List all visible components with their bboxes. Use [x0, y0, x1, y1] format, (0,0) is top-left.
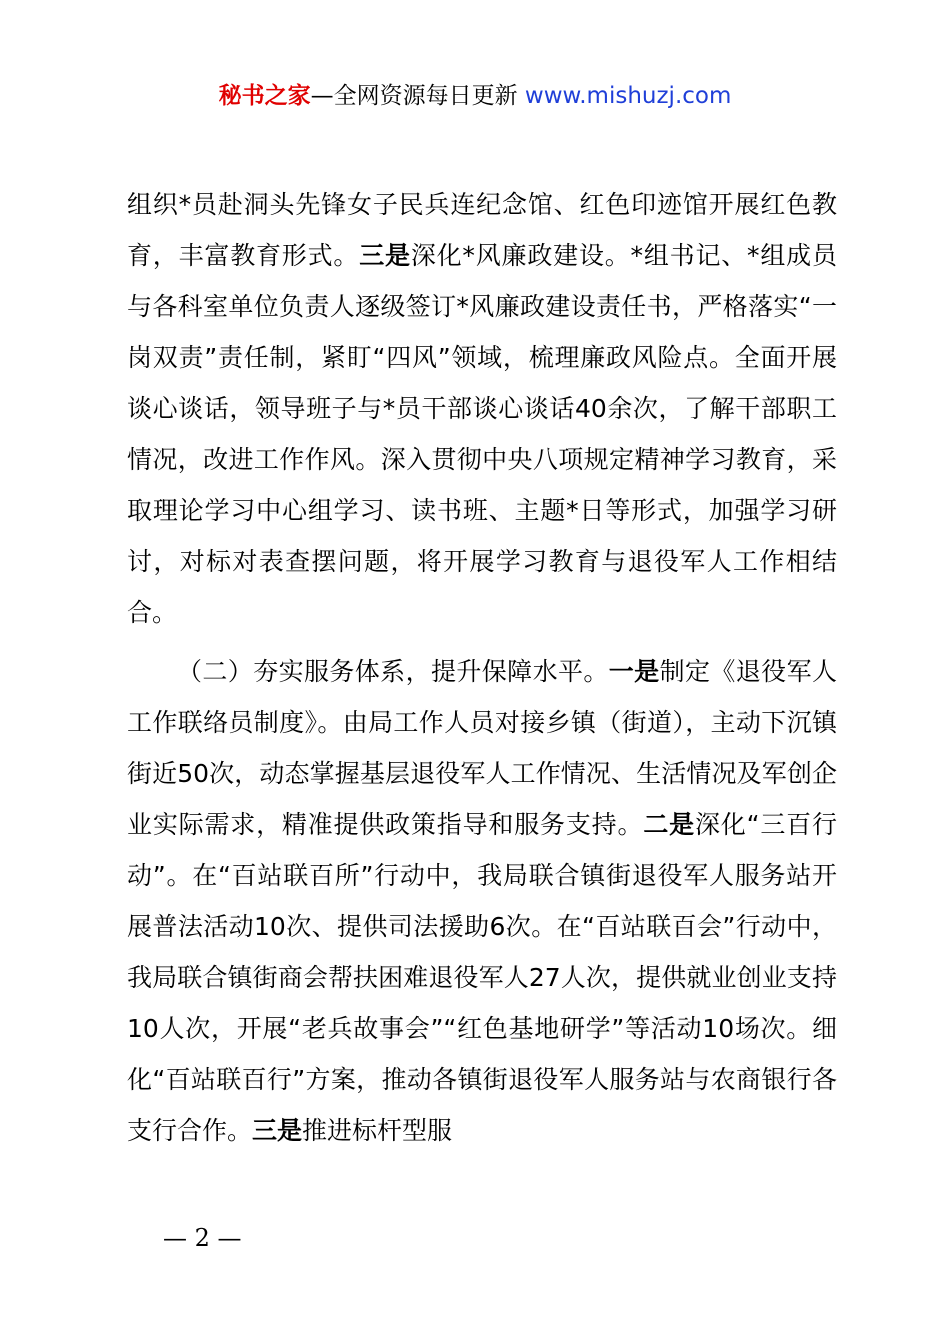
document-body — [127, 179, 837, 1156]
paragraph-2-bold-2: 二是 — [643, 810, 695, 839]
paragraph-2-bold-3: 三是 — [252, 1116, 303, 1145]
site-tagline: —全网资源每日更新 — [310, 83, 518, 109]
paragraph-2-bold-1: 一是 — [608, 657, 660, 686]
paragraph-1-text-2: 深化*风廉政建设。*组书记、*组成员与各科室单位负责人逐级签订*风廉政建设责任书，严格落实“一岗双责”责任制，紧盯“四风”领域，梳理廉政风险点。全面开展谈心谈话，领导班子与*员干部谈心谈话40余次，了解干部职工情况，改进工作作风。深入贯彻中央八项规定精神学习教育，采取理论学习中心组学习、读书班、主题*日等形式，加强学习研讨，对标对表查摆问题，将开展学习教育与退役军人工作相结合。 — [127, 241, 837, 627]
paragraph-2-text-2: 制定《退役军人工作联络员制度》。由局工作人员对接乡镇（街道），主动下沉镇街近50次，动态掌握基层退役军人工作情况、生活情况及军创企业实际需求，精准提供政策指导和服务支持。 — [127, 657, 837, 839]
paragraph-2-text-1: （二）夯实服务体系，提升保障水平。 — [177, 657, 609, 686]
page-number: — 2 — — [163, 1224, 242, 1252]
paragraph-1-bold-1: 三是 — [359, 241, 411, 270]
paragraph-2-text-3: 深化“三百行动”。在“百站联百所”行动中，我局联合镇街退役军人服务站开展普法活动10次、提供司法援助6次。在“百站联百会”行动中，我局联合镇街商会帮扶困难退役军人27人次，提供就业创业支持10人次，开展“老兵故事会”“红色基地研学”等活动10场次。细化“百站联百行”方案，推动各镇街退役军人服务站与农商银行各支行合作。 — [127, 810, 837, 1145]
paragraph-2 — [127, 646, 837, 1156]
site-header — [0, 80, 950, 112]
paragraph-1-text-1: 组织*员赴洞头先锋女子民兵连纪念馆、红色印迹馆开展红色教育，丰富教育形式。 — [127, 190, 837, 270]
site-url-link[interactable]: www.mishuzj.com — [524, 83, 732, 109]
paragraph-2-text-4: 推进标杆型服 — [302, 1116, 453, 1145]
site-brand: 秘书之家 — [218, 83, 311, 109]
paragraph-1 — [127, 179, 837, 638]
